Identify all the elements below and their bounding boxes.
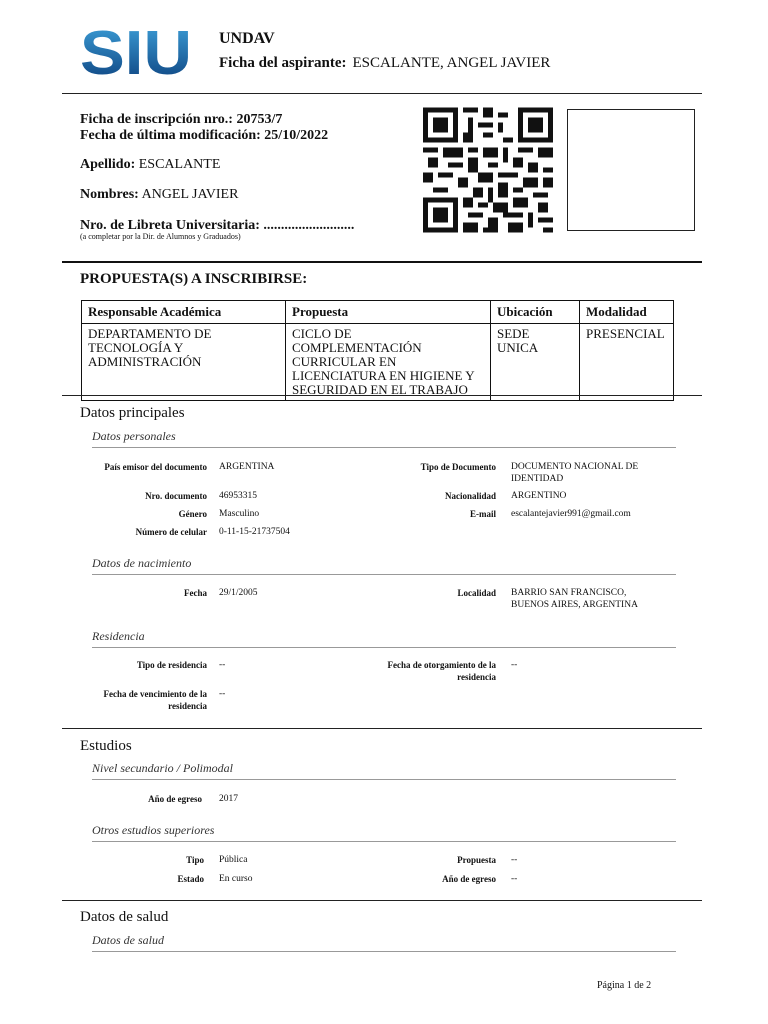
datos-nacimiento-subtitle: Datos de nacimiento — [92, 556, 192, 570]
header-divider — [62, 93, 702, 94]
anio-egreso-value: -- — [511, 874, 518, 884]
propuestas-title: PROPUESTA(S) A INSCRIBIRSE: — [80, 271, 308, 287]
page-number: Página 1 de 2 — [597, 980, 652, 991]
nombres-label: Nombres: — [80, 187, 139, 202]
logo-text: SIU — [80, 24, 192, 78]
genero-value: Masculino — [219, 509, 260, 519]
libreta-row: Nro. de Libreta Universitaria: .......................... — [80, 218, 355, 233]
libreta-note: (a completar por la Dir. de Alumnos y Graduados) — [80, 232, 241, 241]
tipo-documento-label: Tipo de Documento — [420, 462, 496, 472]
otros-estudios-subtitle: Otros estudios superiores — [92, 823, 215, 837]
subsection-divider — [92, 447, 676, 448]
anio-egreso-label: Año de egreso — [442, 874, 496, 884]
table-header-row — [82, 301, 674, 324]
header-ubicacion: Ubicación — [491, 301, 580, 324]
vencimiento-value: -- — [219, 689, 226, 699]
datos-salud-subtitle: Datos de salud — [92, 933, 164, 947]
tipo-documento-value: DOCUMENTO NACIONAL DE IDENTIDAD — [511, 462, 639, 484]
residencia-subtitle: Residencia — [92, 629, 145, 643]
propuestas-table — [81, 300, 674, 401]
celular-label: Número de celular — [135, 527, 207, 537]
estado-value: En curso — [219, 874, 253, 884]
propuesta-estudio-label: Propuesta — [457, 855, 496, 865]
tipo-estudio-value: Pública — [219, 855, 248, 865]
nro-documento-value: 46953315 — [219, 491, 257, 501]
propuesta-estudio-value: -- — [511, 855, 518, 865]
section-divider — [62, 261, 702, 263]
cell-modalidad: PRESENCIAL — [580, 324, 674, 401]
datos-principales-title: Datos principales — [80, 405, 185, 421]
otorgamiento-value: -- — [511, 660, 518, 670]
section-divider — [62, 900, 702, 901]
genero-label: Género — [178, 509, 207, 519]
datos-salud-title: Datos de salud — [80, 909, 169, 925]
email-label: E-mail — [470, 509, 496, 519]
subsection-divider — [92, 647, 676, 648]
cell-propuesta: CICLO DE COMPLEMENTACIÓN CURRICULAR EN LICENCIATURA EN HIGIENE Y SEGURIDAD EN EL TRABAJO — [286, 324, 491, 401]
otorgamiento-label: Fecha de otorgamiento de la residencia — [387, 660, 496, 682]
secundario-subtitle: Nivel secundario / Polimodal — [92, 761, 233, 775]
modification-date: Fecha de última modificación: 25/10/2022 — [80, 128, 329, 143]
egreso-secundario-value: 2017 — [219, 794, 238, 804]
table-row — [82, 324, 674, 401]
header-modalidad: Modalidad — [580, 301, 674, 324]
nombres-value: ANGEL JAVIER — [141, 187, 239, 202]
estado-label: Estado — [177, 874, 204, 884]
tipo-estudio-label: Tipo — [186, 855, 204, 865]
estudios-title: Estudios — [80, 738, 132, 754]
inscripcion-number: Ficha de inscripción nro.: 20753/7 — [80, 112, 283, 127]
nro-documento-label: Nro. documento — [145, 491, 207, 501]
localidad-label: Localidad — [457, 588, 496, 598]
apellido-row — [80, 157, 220, 173]
pais-value: ARGENTINA — [219, 462, 275, 472]
ficha-label: Ficha del aspirante: — [219, 55, 347, 71]
pais-label: País emisor del documento — [104, 462, 207, 472]
cell-responsable: DEPARTAMENTO DE TECNOLOGÍA Y ADMINISTRACIÓN — [82, 324, 286, 401]
nombres-row — [80, 187, 238, 203]
aspirante-name: ESCALANTE, ANGEL JAVIER — [352, 55, 551, 71]
photo-placeholder — [567, 109, 695, 231]
datos-personales-subtitle: Datos personales — [92, 429, 176, 443]
vencimiento-label: Fecha de vencimiento de la residencia — [103, 689, 207, 711]
fecha-nacimiento-label: Fecha — [184, 588, 207, 598]
header-responsable: Responsable Académica — [82, 301, 286, 324]
subsection-divider — [92, 951, 676, 952]
header-propuesta: Propuesta — [286, 301, 491, 324]
subsection-divider — [92, 574, 676, 575]
egreso-secundario-label: Año de egreso — [148, 794, 202, 804]
apellido-value: ESCALANTE — [138, 157, 221, 172]
cell-ubicacion: SEDE UNICA — [491, 324, 580, 401]
fecha-nacimiento-value: 29/1/2005 — [219, 588, 258, 598]
nacionalidad-value: ARGENTINO — [511, 491, 567, 501]
aspirante-heading — [219, 55, 550, 72]
qr-code — [423, 107, 553, 233]
subsection-divider — [92, 841, 676, 842]
section-divider — [62, 728, 702, 729]
email-value: escalantejavier991@gmail.com — [511, 509, 631, 519]
localidad-value: BARRIO SAN FRANCISCO, BUENOS AIRES, ARGENTINA — [511, 588, 638, 610]
apellido-label: Apellido: — [80, 157, 136, 172]
institution-name: UNDAV — [219, 30, 275, 47]
celular-value: 0-11-15-21737504 — [219, 527, 290, 537]
subsection-divider — [92, 779, 676, 780]
siu-logo — [80, 24, 192, 78]
tipo-residencia-label: Tipo de residencia — [136, 660, 207, 670]
tipo-residencia-value: -- — [219, 660, 226, 670]
nacionalidad-label: Nacionalidad — [444, 491, 496, 501]
section-divider — [62, 395, 702, 396]
